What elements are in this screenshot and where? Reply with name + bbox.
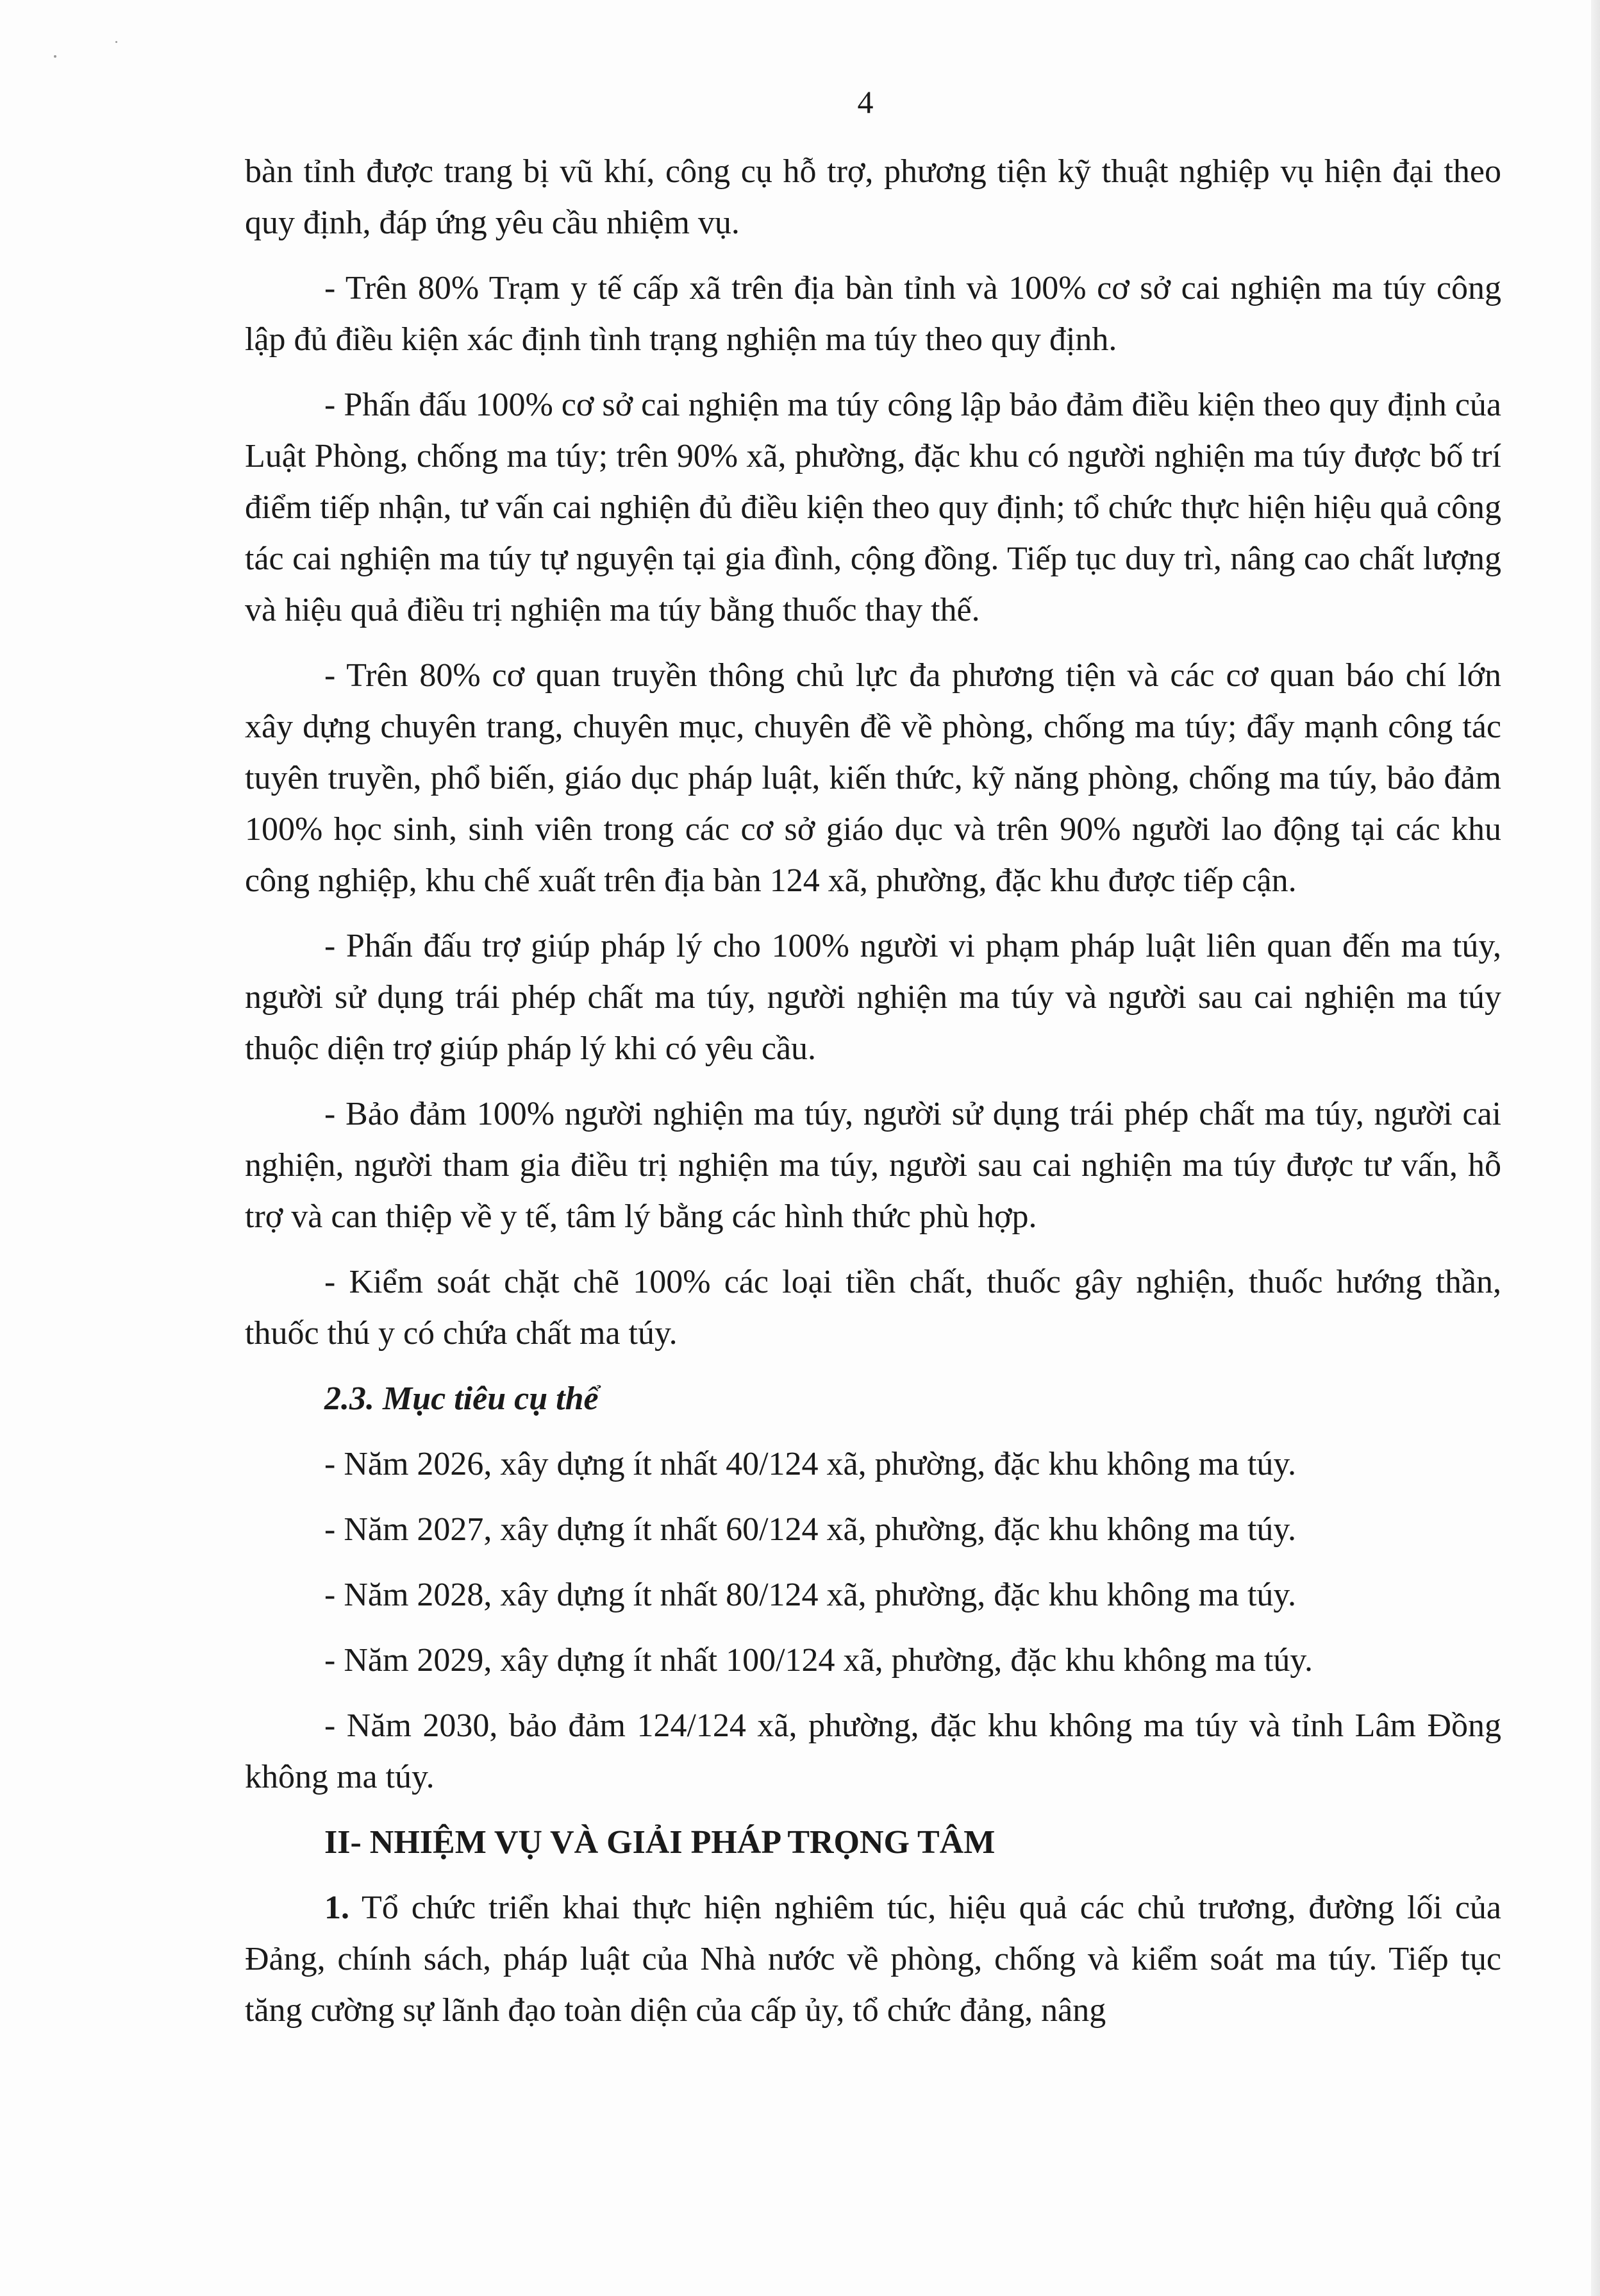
target-item: - Năm 2028, xây dựng ít nhất 80/124 xã, phường, đặc khu không ma túy. (324, 1577, 1297, 1613)
subsection-heading: 2.3. Mục tiêu cụ thể (324, 1380, 599, 1417)
target-item: - Năm 2030, bảo đảm 124/124 xã, phường, đặc khu không ma túy và tỉnh Lâm Đồng không ma túy. (245, 1707, 1501, 1795)
scan-edge (1591, 0, 1600, 2296)
scan-speck (115, 41, 117, 43)
target-item: - Năm 2029, xây dựng ít nhất 100/124 xã, phường, đặc khu không ma túy. (324, 1642, 1313, 1679)
bullet-paragraph: - Phấn đấu 100% cơ sở cai nghiện ma túy công lập bảo đảm điều kiện theo quy định của Luật Phòng, chống ma túy; trên 90% xã, phường, đặc khu có người nghiện ma túy được bố trí điểm tiếp nhận, tư vấn cai nghiện đủ điều kiện theo quy định; tổ chức thực hiện hiệu quả công tác cai nghiện ma túy tự nguyện tại gia đình, cộng đồng. Tiếp tục duy trì, nâng cao chất lượng và hiệu quả điều trị nghiện ma túy bằng thuốc thay thế. (245, 387, 1501, 628)
page-number: 4 (857, 84, 874, 120)
scan-speck (54, 55, 56, 58)
section-heading: II- NHIỆM VỤ VÀ GIẢI PHÁP TRỌNG TÂM (324, 1824, 996, 1861)
numbered-paragraph (245, 1882, 1501, 2036)
target-item: - Năm 2026, xây dựng ít nhất 40/124 xã, phường, đặc khu không ma túy. (324, 1446, 1297, 1482)
document-body (245, 146, 1501, 2050)
bullet-paragraph: - Phấn đấu trợ giúp pháp lý cho 100% người vi phạm pháp luật liên quan đến ma túy, người sử dụng trái phép chất ma túy, người nghiện ma túy và người sau cai nghiện ma túy thuộc diện trợ giúp pháp lý khi có yêu cầu. (245, 928, 1501, 1067)
target-item: - Năm 2027, xây dựng ít nhất 60/124 xã, phường, đặc khu không ma túy. (324, 1511, 1297, 1548)
bullet-paragraph: - Bảo đảm 100% người nghiện ma túy, người sử dụng trái phép chất ma túy, người cai nghiện, người tham gia điều trị nghiện ma túy, người sau cai nghiện ma túy được tư vấn, hỗ trợ và can thiệp về y tế, tâm lý bằng các hình thức phù hợp. (245, 1096, 1501, 1235)
bullet-paragraph: - Trên 80% cơ quan truyền thông chủ lực đa phương tiện và các cơ quan báo chí lớn xây dựng chuyên trang, chuyên mục, chuyên đề về phòng, chống ma túy; đẩy mạnh công tác tuyên truyền, phổ biến, giáo dục pháp luật, kiến thức, kỹ năng phòng, chống ma túy, bảo đảm 100% học sinh, sinh viên trong các cơ sở giáo dục và trên 90% người lao động tại các khu công nghiệp, khu chế xuất trên địa bàn 124 xã, phường, đặc khu được tiếp cận. (245, 657, 1501, 899)
item-text: Tổ chức triển khai thực hiện nghiêm túc, hiệu quả các chủ trương, đường lối của Đảng, chính sách, pháp luật của Nhà nước về phòng, chống và kiểm soát ma túy. Tiếp tục tăng cường sự lãnh đạo toàn diện của cấp ủy, tổ chức đảng, nâng (245, 1890, 1501, 2029)
bullet-paragraph: - Trên 80% Trạm y tế cấp xã trên địa bàn tỉnh và 100% cơ sở cai nghiện ma túy công lập đủ điều kiện xác định tình trạng nghiện ma túy theo quy định. (245, 270, 1501, 358)
bullet-paragraph: - Kiểm soát chặt chẽ 100% các loại tiền chất, thuốc gây nghiện, thuốc hướng thần, thuốc thú y có chứa chất ma túy. (245, 1264, 1501, 1352)
paragraph-continued: bàn tỉnh được trang bị vũ khí, công cụ hỗ trợ, phương tiện kỹ thuật nghiệp vụ hiện đại theo quy định, đáp ứng yêu cầu nhiệm vụ. (245, 153, 1501, 241)
item-number: 1. (324, 1890, 349, 1926)
